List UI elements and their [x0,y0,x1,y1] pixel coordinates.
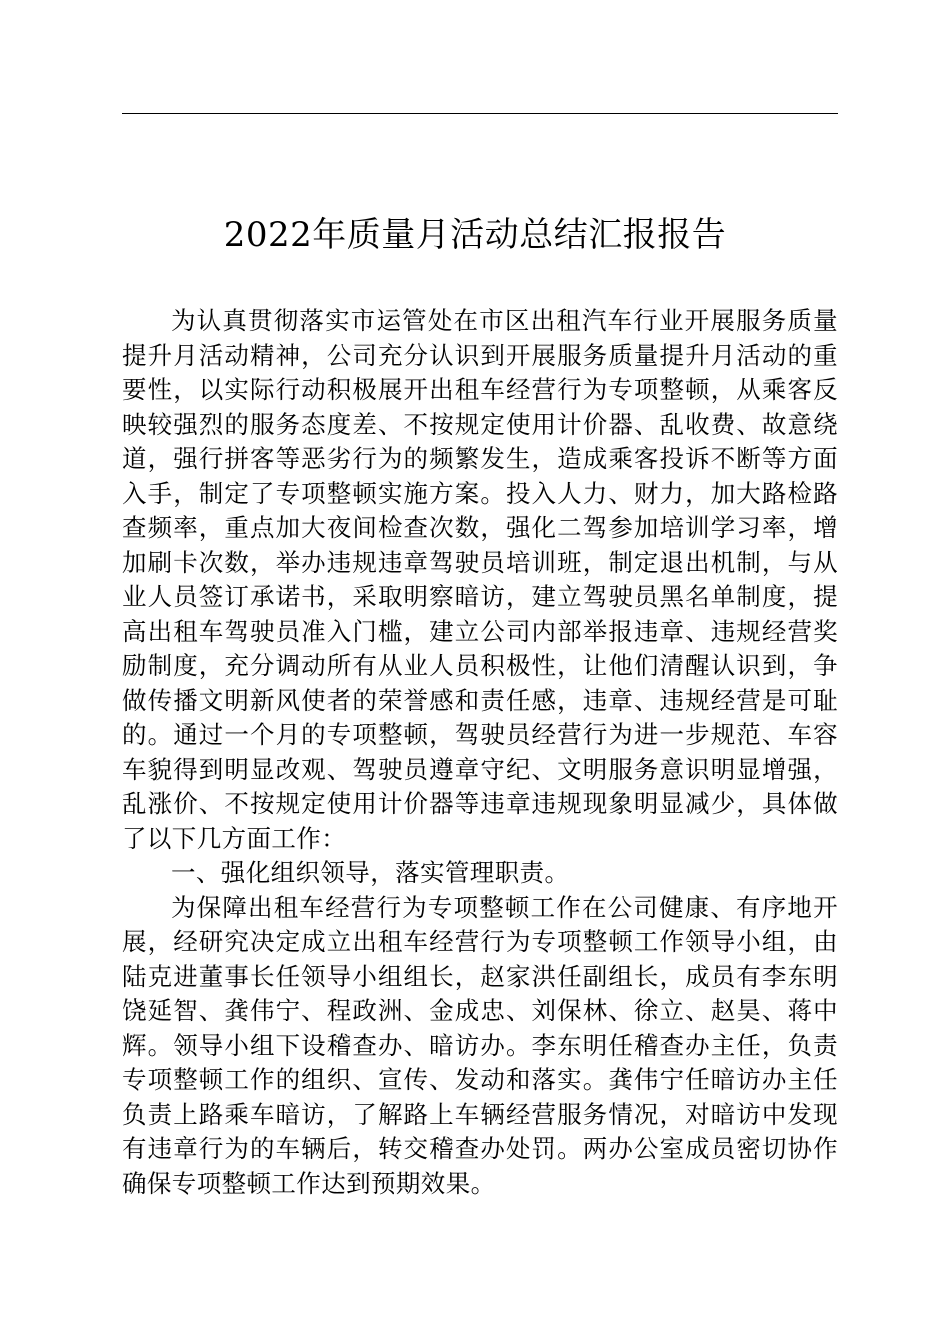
paragraph-intro: 为认真贯彻落实市运管处在市区出租汽车行业开展服务质量提升月活动精神，公司充分认识到开展服务质量提升月活动的重要性，以实际行动积极展开出租车经营行为专项整顿，从乘客反映较强烈的服务态度差、不按规定使用计价器、乱收费、故意绕道，强行拼客等恶劣行为的频繁发生，造成乘客投诉不断等方面入手，制定了专项整顿实施方案。投入人力、财力，加大路检路查频率，重点加大夜间检查次数，强化二驾参加培训学习率，增加刷卡次数，举办违规违章驾驶员培训班，制定退出机制，与从业人员签订承诺书，采取明察暗访，建立驾驶员黑名单制度，提高出租车驾驶员准入门槛，建立公司内部举报违章、违规经营奖励制度，充分调动所有从业人员积极性，让他们清醒认识到，争做传播文明新风使者的荣誉感和责任感，违章、违规经营是可耻的。通过一个月的专项整顿，驾驶员经营行为进一步规范、车容车貌得到明显改观、驾驶员遵章守纪、文明服务意识明显增强，乱涨价、不按规定使用计价器等违章违规现象明显减少，具体做了以下几方面工作： [122,306,838,853]
section-heading-1: 一、强化组织领导，落实管理职责。 [171,858,570,887]
document-body [122,304,838,1201]
header-rule [122,113,838,114]
paragraph-section-1: 为保障出租车经营行为专项整顿工作在公司健康、有序地开展，经研究决定成立出租车经营行为专项整顿工作领导小组，由陆克进董事长任领导小组组长，赵家洪任副组长，成员有李东明饶延智、龚伟宁、程政洲、金成忠、刘保林、徐立、赵昊、蒋中辉。领导小组下设稽查办、暗访办。李东明任稽查办主任，负责专项整顿工作的组织、宣传、发动和落实。龚伟宁任暗访办主任负责上路乘车暗访，了解路上车辆经营服务情况，对暗访中发现有违章行为的车辆后，转交稽查办处罚。两办公室成员密切协作确保专项整顿工作达到预期效果。 [122,892,838,1198]
document-title: 2022年质量月活动总结汇报报告 [223,215,727,255]
